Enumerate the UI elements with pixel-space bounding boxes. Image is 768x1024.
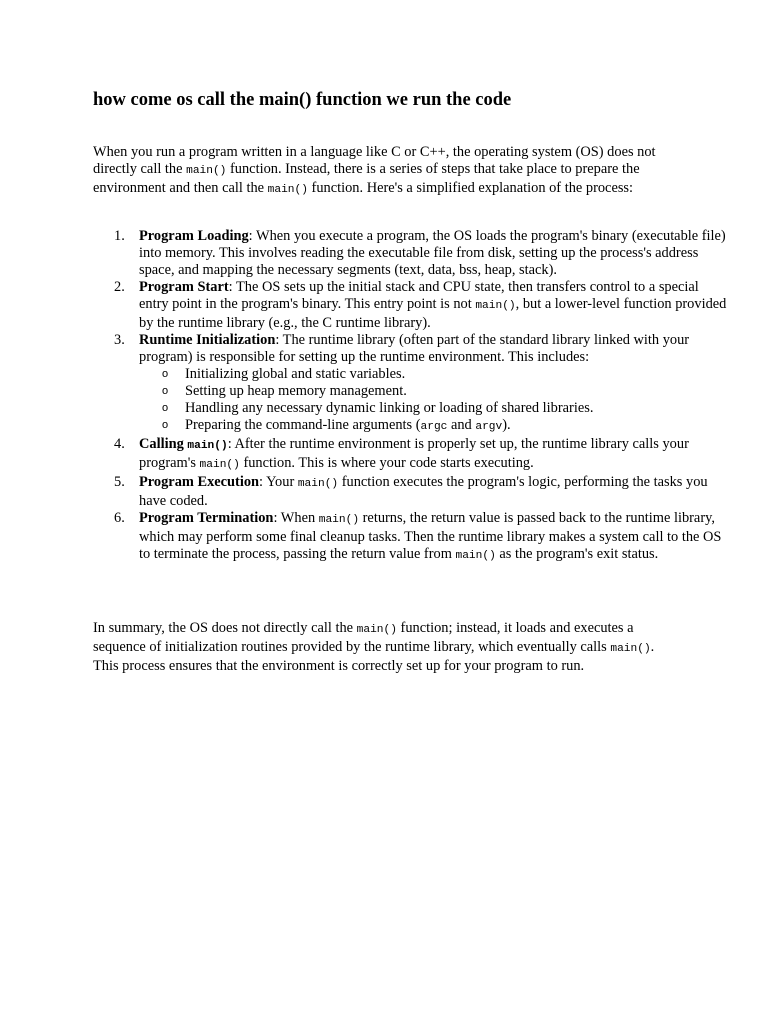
step-heading: Program Termination bbox=[139, 510, 274, 526]
sub-item bbox=[162, 366, 729, 383]
bullet-icon: o bbox=[162, 385, 169, 397]
inline-code: main() bbox=[297, 478, 339, 490]
inline-code: main() bbox=[186, 165, 227, 177]
inline-code: main() bbox=[356, 624, 397, 636]
inline-code: main() bbox=[318, 514, 360, 526]
sub-item-text: Setting up heap memory management. bbox=[185, 383, 407, 399]
inline-code: main() bbox=[199, 459, 240, 471]
step-heading: Program Execution bbox=[139, 474, 260, 490]
intro-text: function. Here's a simplified explanation of the process: bbox=[307, 180, 634, 196]
step-heading-text: Calling bbox=[139, 436, 184, 452]
sub-item-text: Handling any necessary dynamic linking or loading of shared libraries. bbox=[185, 400, 594, 416]
sub-item-text: and bbox=[447, 417, 476, 433]
step-number: 2. bbox=[114, 279, 125, 295]
steps-list bbox=[93, 228, 729, 565]
step-text: : When you execute a program, the OS loads the program's binary (executable file) into memory. This involves reading the executable file from disk, setting up the process's address space, and mapping the necessary segments (text, data, bss, heap, stack). bbox=[139, 228, 726, 278]
step-text: , but a lower-level function provided by the runtime library (e.g., the C runtime library). bbox=[139, 296, 727, 331]
step-number: 3. bbox=[114, 332, 125, 348]
sub-item-text: Preparing the command-line arguments ( bbox=[185, 417, 421, 433]
summary-text: . This process ensures that the environment is correctly set up for your program to run. bbox=[93, 639, 655, 674]
bullet-icon: o bbox=[162, 368, 169, 380]
step-text: as the program's exit status. bbox=[495, 546, 659, 562]
step-text: returns, the return value is passed back to the runtime library, which may perform some final cleanup tasks. Then the runtime library makes a system call to the OS to terminate the process, passing the return value from bbox=[139, 510, 722, 562]
step-text: : The OS sets up the initial stack and CPU state, then transfers control to a special entry point in the program's binary. This entry point is not bbox=[139, 279, 699, 312]
step-number: 5. bbox=[114, 474, 125, 490]
step-program-termination bbox=[114, 510, 729, 565]
step-program-start bbox=[114, 279, 729, 332]
step-number: 6. bbox=[114, 510, 125, 526]
step-number: 1. bbox=[114, 228, 125, 244]
step-text: : After the runtime environment is properly set up, the runtime library calls your program's bbox=[139, 436, 689, 471]
step-number: 4. bbox=[114, 436, 125, 452]
step-text: : The runtime library (often part of the standard library linked with your program) is responsible for setting up the runtime environment. This includes: bbox=[139, 332, 690, 365]
step-text: : When bbox=[273, 510, 319, 526]
inline-code: main() bbox=[610, 643, 651, 655]
step-text: : Your bbox=[259, 474, 298, 490]
step-heading bbox=[139, 436, 228, 452]
step-program-loading bbox=[114, 228, 729, 279]
inline-code: argv bbox=[475, 421, 503, 433]
summary-text: In summary, the OS does not directly call the bbox=[93, 620, 357, 636]
step-heading: Runtime Initialization bbox=[139, 332, 276, 348]
sub-item-text: ). bbox=[502, 417, 511, 433]
step-runtime-initialization bbox=[114, 332, 729, 436]
intro-text: When you run a program written in a language like C or C++, the operating system (OS) does not directly call the bbox=[93, 144, 656, 177]
intro-text: function. Instead, there is a series of steps that take place to prepare the environment and then call the bbox=[93, 161, 640, 196]
step-heading: Program Start bbox=[139, 279, 229, 295]
inline-code: main() bbox=[455, 550, 496, 562]
document-title: how come os call the main() function we run the code bbox=[93, 90, 512, 110]
step-heading: Program Loading bbox=[139, 228, 249, 244]
step-text: function executes the program's logic, performing the tasks you have coded. bbox=[139, 474, 708, 509]
step-text: function. This is where your code starts executing. bbox=[239, 455, 534, 471]
sub-item bbox=[162, 400, 729, 417]
step-program-execution bbox=[114, 474, 729, 510]
sub-list bbox=[139, 366, 729, 436]
summary-paragraph bbox=[93, 620, 683, 675]
intro-paragraph bbox=[93, 144, 683, 199]
inline-code: main() bbox=[187, 440, 228, 452]
inline-code: main() bbox=[267, 184, 308, 196]
summary-text: function; instead, it loads and executes a sequence of initialization routines provided by the runtime library, which eventually calls bbox=[93, 620, 634, 655]
step-calling-main bbox=[114, 436, 729, 474]
sub-item-text: Initializing global and static variables. bbox=[185, 366, 406, 382]
bullet-icon: o bbox=[162, 419, 169, 431]
bullet-icon: o bbox=[162, 402, 169, 414]
inline-code: main() bbox=[475, 300, 516, 312]
inline-code: argc bbox=[420, 421, 448, 433]
sub-item bbox=[162, 383, 729, 400]
sub-item bbox=[162, 417, 729, 436]
